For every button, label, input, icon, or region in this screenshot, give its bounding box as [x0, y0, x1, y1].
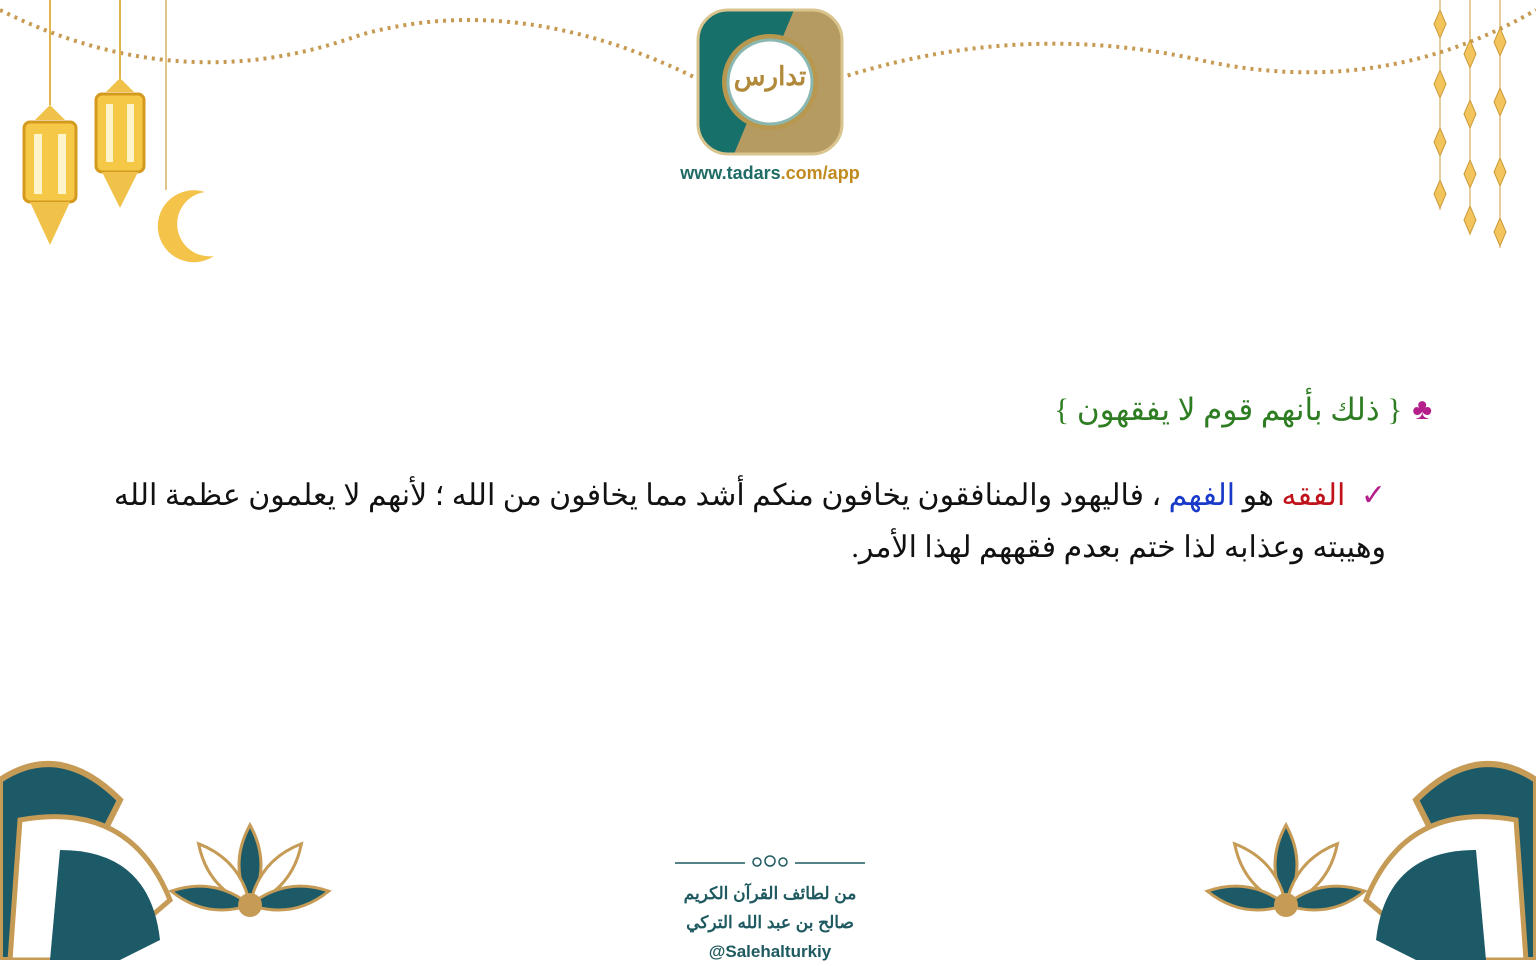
floral-corner-left [0, 740, 340, 960]
crescent-moon-icon [158, 0, 214, 262]
social-handle[interactable]: @Salehalturkiy [708, 942, 832, 961]
floral-corner-right [1196, 740, 1536, 960]
verse-heading [1054, 392, 1432, 428]
term-connector: هو [1242, 479, 1274, 512]
hanging-ornament-icon [1434, 0, 1506, 248]
explanation-paragraph [96, 470, 1386, 574]
explanation-body: ، فاليهود والمنافقون يخافون منكم أشد مما يخافون من الله ؛ لأنهم لا يعلمون عظمة الله وهيبته وعذابه لذا ختم بعدم فقههم لهذا الأمر. [113, 479, 1386, 564]
flower-ornament-icon [1205, 764, 1536, 960]
garland-right [840, 10, 1536, 78]
verse-text: { ذلك بأنهم قوم لا يفقهون } [1054, 392, 1403, 427]
club-icon: ♣ [1412, 393, 1432, 426]
site-url[interactable] [620, 163, 920, 184]
footer-credits [620, 852, 920, 966]
checkmark-icon: ✓ [1360, 479, 1386, 512]
flower-ornament-icon [0, 764, 331, 960]
credit-line-1: من لطائف القرآن الكريم [683, 884, 857, 903]
url-part-1: www.tadars [680, 163, 781, 183]
credit-line-2: صالح بن عبد الله التركي [686, 913, 854, 932]
app-logo [694, 6, 846, 158]
lantern-icon [96, 0, 144, 208]
term-fiqh: الفقه [1281, 479, 1346, 512]
garland-left [0, 10, 700, 80]
url-part-2: .com/app [780, 163, 860, 183]
term-fahm: الفهم [1168, 479, 1236, 512]
divider-ornament-icon [675, 852, 865, 874]
logo-text: تدارس [733, 62, 807, 92]
